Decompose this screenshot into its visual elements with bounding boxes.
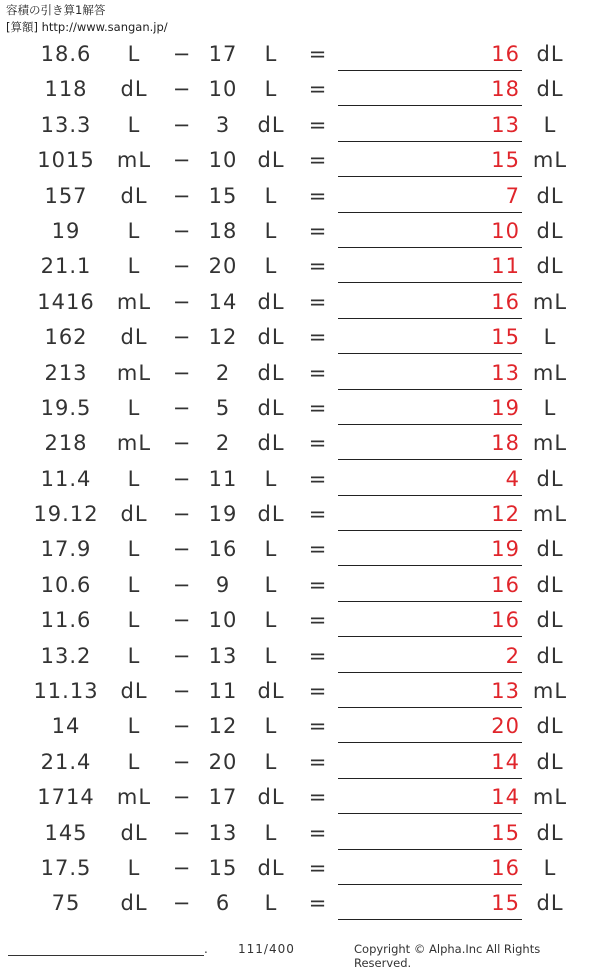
subtrahend-value: 13 [208, 820, 238, 845]
minuend-value: 13.2 [40, 643, 92, 668]
problem-row [0, 497, 600, 532]
subtrahend-value: 12 [208, 714, 238, 739]
minus-sign: − [172, 679, 192, 704]
subtrahend-unit: dL [257, 395, 285, 420]
equals-sign: = [308, 749, 328, 774]
subtrahend-value: 2 [215, 431, 231, 456]
answer-value: 15 [491, 148, 520, 173]
minus-sign: − [172, 218, 192, 243]
minuend-value: 19.5 [40, 395, 92, 420]
minus-sign: − [172, 891, 192, 916]
minuend-unit: mL [116, 431, 152, 456]
subtrahend-unit: dL [257, 148, 285, 173]
minuend-value: 19 [51, 218, 81, 243]
subtrahend-value: 5 [215, 395, 231, 420]
answer-unit: L [543, 395, 557, 420]
name-blank-line [8, 955, 204, 956]
subtrahend-value: 18 [208, 218, 238, 243]
minus-sign: − [172, 112, 192, 137]
subtrahend-unit: L [264, 608, 278, 633]
answer-value: 7 [505, 183, 520, 208]
minuend-unit: L [127, 254, 141, 279]
minuend-unit: L [127, 112, 141, 137]
minus-sign: − [172, 608, 192, 633]
problem-row [0, 709, 600, 744]
problem-row [0, 72, 600, 107]
subtrahend-unit: L [264, 891, 278, 916]
equals-sign: = [308, 431, 328, 456]
equals-sign: = [308, 325, 328, 350]
answer-unit: mL [532, 148, 568, 173]
equals-sign: = [308, 714, 328, 739]
answer-value: 19 [491, 537, 520, 562]
minuend-value: 21.4 [40, 749, 92, 774]
subtrahend-value: 11 [208, 679, 238, 704]
minus-sign: − [172, 148, 192, 173]
equals-sign: = [308, 289, 328, 314]
minuend-value: 17.5 [40, 855, 92, 880]
minuend-unit: L [127, 749, 141, 774]
equals-sign: = [308, 679, 328, 704]
answer-value: 11 [491, 254, 520, 279]
answer-value: 14 [491, 749, 520, 774]
subtrahend-unit: L [264, 714, 278, 739]
problem-row [0, 851, 600, 886]
subtrahend-value: 15 [208, 183, 238, 208]
subtrahend-unit: dL [257, 112, 285, 137]
problem-row [0, 391, 600, 426]
subtrahend-unit: L [264, 537, 278, 562]
answer-unit: dL [536, 891, 564, 916]
minuend-value: 13.3 [40, 112, 92, 137]
problem-row [0, 745, 600, 780]
equals-sign: = [308, 466, 328, 491]
answer-value: 16 [491, 608, 520, 633]
subtrahend-unit: dL [257, 431, 285, 456]
minus-sign: − [172, 360, 192, 385]
subtrahend-unit: dL [257, 289, 285, 314]
answer-value: 20 [491, 714, 520, 739]
minuend-unit: L [127, 855, 141, 880]
minuend-value: 118 [44, 77, 88, 102]
minuend-value: 17.9 [40, 537, 92, 562]
problem-row [0, 603, 600, 638]
answer-value: 4 [505, 466, 520, 491]
answer-unit: dL [536, 183, 564, 208]
answer-unit: dL [536, 254, 564, 279]
equals-sign: = [308, 608, 328, 633]
minuend-unit: dL [120, 891, 148, 916]
answer-unit: L [543, 855, 557, 880]
answer-value: 15 [491, 891, 520, 916]
subtrahend-value: 2 [215, 360, 231, 385]
subtrahend-unit: L [264, 183, 278, 208]
minuend-value: 18.6 [40, 42, 92, 66]
answer-unit: dL [536, 42, 564, 66]
minuend-unit: mL [116, 785, 152, 810]
answer-value: 13 [491, 112, 520, 137]
subtrahend-unit: L [264, 218, 278, 243]
minuend-unit: dL [120, 502, 148, 527]
answer-value: 16 [491, 42, 520, 66]
minuend-value: 213 [44, 360, 88, 385]
problem-row [0, 214, 600, 249]
minus-sign: − [172, 714, 192, 739]
answer-unit: dL [536, 218, 564, 243]
minuend-value: 1416 [37, 289, 95, 314]
minuend-value: 145 [44, 820, 88, 845]
subtrahend-unit: L [264, 254, 278, 279]
minuend-unit: L [127, 42, 141, 66]
equals-sign: = [308, 218, 328, 243]
subtrahend-unit: dL [257, 679, 285, 704]
minus-sign: − [172, 855, 192, 880]
answer-value: 14 [491, 785, 520, 810]
problem-row [0, 285, 600, 320]
answer-value: 10 [491, 218, 520, 243]
answer-value: 16 [491, 289, 520, 314]
problem-row [0, 37, 600, 72]
answer-value: 18 [491, 77, 520, 102]
minus-sign: − [172, 466, 192, 491]
minuend-unit: mL [116, 148, 152, 173]
minuend-unit: dL [120, 325, 148, 350]
subtrahend-unit: L [264, 820, 278, 845]
minus-sign: − [172, 749, 192, 774]
worksheet-source: [算額] http://www.sangan.jp/ [6, 20, 168, 34]
problem-row [0, 816, 600, 851]
subtrahend-value: 20 [208, 749, 238, 774]
problem-row [0, 639, 600, 674]
subtrahend-value: 17 [208, 785, 238, 810]
minus-sign: − [172, 289, 192, 314]
answer-value: 12 [491, 502, 520, 527]
page-footer [0, 942, 600, 970]
problem-row [0, 532, 600, 567]
equals-sign: = [308, 77, 328, 102]
minuend-value: 162 [44, 325, 88, 350]
minuend-unit: dL [120, 820, 148, 845]
subtrahend-unit: L [264, 42, 278, 66]
footer-dot: . [204, 942, 208, 956]
answer-unit: mL [532, 502, 568, 527]
equals-sign: = [308, 148, 328, 173]
minuend-value: 75 [51, 891, 81, 916]
page-number: 111/400 [238, 942, 295, 956]
answer-value: 2 [505, 643, 520, 668]
minuend-value: 21.1 [40, 254, 92, 279]
equals-sign: = [308, 112, 328, 137]
minuend-value: 218 [44, 431, 88, 456]
problem-list [0, 37, 600, 922]
subtrahend-value: 16 [208, 537, 238, 562]
minuend-unit: L [127, 643, 141, 668]
minuend-value: 10.6 [40, 572, 92, 597]
minuend-unit: mL [116, 289, 152, 314]
answer-value: 19 [491, 395, 520, 420]
worksheet-header [6, 2, 168, 36]
problem-row [0, 462, 600, 497]
subtrahend-unit: L [264, 77, 278, 102]
answer-value: 13 [491, 360, 520, 385]
subtrahend-unit: dL [257, 360, 285, 385]
minus-sign: − [172, 395, 192, 420]
equals-sign: = [308, 502, 328, 527]
problem-row [0, 886, 600, 921]
answer-value: 16 [491, 572, 520, 597]
minus-sign: − [172, 42, 192, 66]
subtrahend-value: 10 [208, 148, 238, 173]
minus-sign: − [172, 785, 192, 810]
minuend-value: 14 [51, 714, 81, 739]
minuend-unit: L [127, 466, 141, 491]
minuend-value: 1015 [37, 148, 95, 173]
minus-sign: − [172, 431, 192, 456]
minus-sign: − [172, 572, 192, 597]
equals-sign: = [308, 855, 328, 880]
minuend-unit: L [127, 395, 141, 420]
minus-sign: − [172, 183, 192, 208]
minuend-unit: L [127, 537, 141, 562]
answer-unit: L [543, 112, 557, 137]
subtrahend-value: 10 [208, 77, 238, 102]
problem-row [0, 426, 600, 461]
subtrahend-value: 6 [215, 891, 231, 916]
answer-unit: mL [532, 431, 568, 456]
minuend-unit: L [127, 218, 141, 243]
answer-unit: dL [536, 77, 564, 102]
minus-sign: − [172, 537, 192, 562]
answer-unit: dL [536, 466, 564, 491]
equals-sign: = [308, 360, 328, 385]
minus-sign: − [172, 254, 192, 279]
answer-value: 15 [491, 820, 520, 845]
equals-sign: = [308, 254, 328, 279]
problem-row [0, 108, 600, 143]
answer-value: 18 [491, 431, 520, 456]
subtrahend-unit: L [264, 466, 278, 491]
subtrahend-value: 20 [208, 254, 238, 279]
subtrahend-unit: dL [257, 502, 285, 527]
equals-sign: = [308, 42, 328, 66]
minuend-value: 11.4 [40, 466, 92, 491]
subtrahend-unit: dL [257, 855, 285, 880]
subtrahend-value: 9 [215, 572, 231, 597]
answer-unit: dL [536, 749, 564, 774]
answer-unit: mL [532, 785, 568, 810]
subtrahend-value: 13 [208, 643, 238, 668]
minuend-unit: dL [120, 679, 148, 704]
minus-sign: − [172, 820, 192, 845]
subtrahend-value: 12 [208, 325, 238, 350]
subtrahend-unit: L [264, 643, 278, 668]
problem-row [0, 249, 600, 284]
minuend-unit: L [127, 572, 141, 597]
subtrahend-unit: L [264, 572, 278, 597]
subtrahend-value: 11 [208, 466, 238, 491]
minuend-value: 19.12 [33, 502, 99, 527]
problem-row [0, 143, 600, 178]
equals-sign: = [308, 572, 328, 597]
answer-value: 16 [491, 855, 520, 880]
minuend-unit: mL [116, 360, 152, 385]
answer-unit: mL [532, 360, 568, 385]
minus-sign: − [172, 325, 192, 350]
problem-row [0, 780, 600, 815]
minuend-unit: L [127, 608, 141, 633]
subtrahend-unit: L [264, 749, 278, 774]
problem-row [0, 179, 600, 214]
minuend-value: 157 [44, 183, 88, 208]
minuend-unit: dL [120, 77, 148, 102]
minus-sign: − [172, 77, 192, 102]
subtrahend-unit: dL [257, 325, 285, 350]
answer-unit: dL [536, 714, 564, 739]
problem-row [0, 674, 600, 709]
problem-row [0, 568, 600, 603]
problem-row [0, 320, 600, 355]
minus-sign: − [172, 643, 192, 668]
answer-unit: dL [536, 643, 564, 668]
answer-unit: dL [536, 820, 564, 845]
answer-unit: mL [532, 679, 568, 704]
problem-row [0, 356, 600, 391]
equals-sign: = [308, 537, 328, 562]
minuend-unit: L [127, 714, 141, 739]
equals-sign: = [308, 891, 328, 916]
copyright-notice: Copyright © Alpha.Inc All Rights Reserved. [354, 942, 541, 970]
equals-sign: = [308, 643, 328, 668]
equals-sign: = [308, 820, 328, 845]
subtrahend-value: 17 [208, 42, 238, 66]
subtrahend-value: 3 [215, 112, 231, 137]
subtrahend-value: 19 [208, 502, 238, 527]
minuend-value: 11.13 [33, 679, 99, 704]
minus-sign: − [172, 502, 192, 527]
equals-sign: = [308, 183, 328, 208]
answer-unit: dL [536, 608, 564, 633]
subtrahend-value: 10 [208, 608, 238, 633]
answer-value: 13 [491, 679, 520, 704]
minuend-value: 11.6 [40, 608, 92, 633]
minuend-unit: dL [120, 183, 148, 208]
subtrahend-value: 14 [208, 289, 238, 314]
answer-unit: dL [536, 572, 564, 597]
answer-unit: L [543, 325, 557, 350]
minuend-value: 1714 [37, 785, 95, 810]
answer-unit: mL [532, 289, 568, 314]
answer-value: 15 [491, 325, 520, 350]
worksheet-title: 容積の引き算1解答 [6, 3, 106, 17]
subtrahend-value: 15 [208, 855, 238, 880]
subtrahend-unit: dL [257, 785, 285, 810]
answer-unit: dL [536, 537, 564, 562]
equals-sign: = [308, 785, 328, 810]
equals-sign: = [308, 395, 328, 420]
